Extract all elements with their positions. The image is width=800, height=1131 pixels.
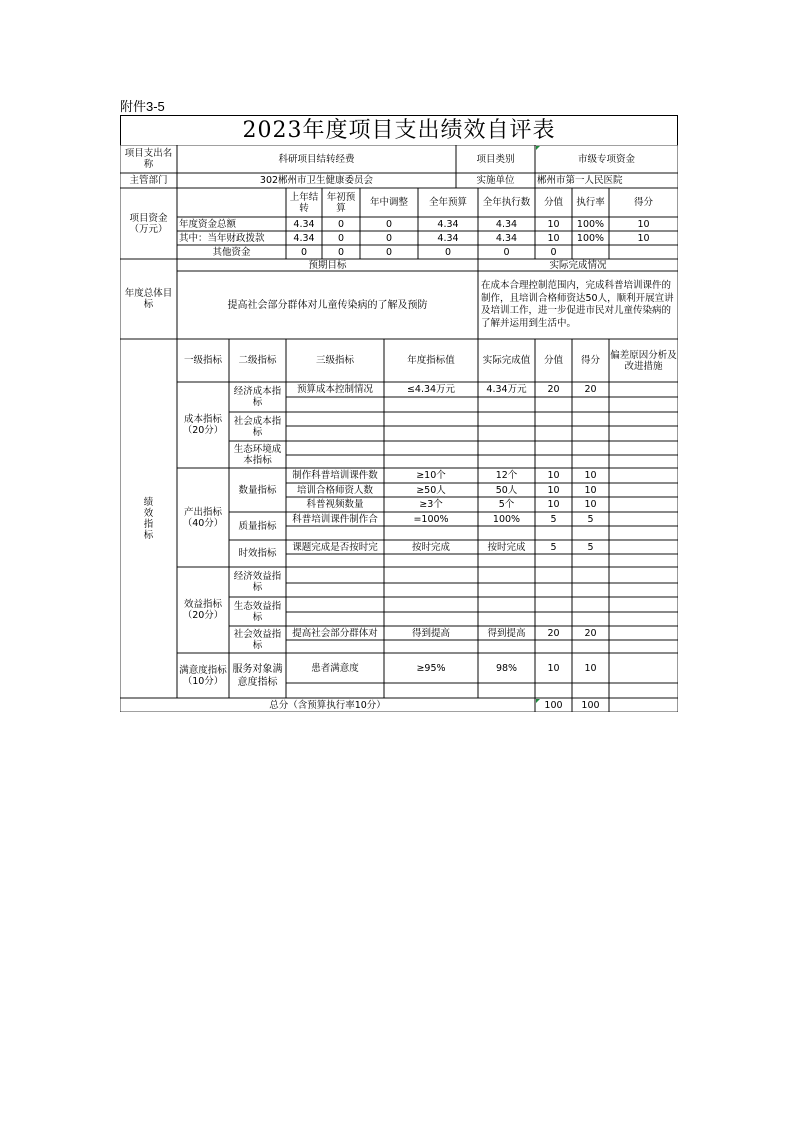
output-row-actual: 50人 [495, 484, 518, 496]
benefit-row-got [572, 640, 609, 653]
funds-cell: 100% [576, 232, 605, 244]
funds-header-6: 执行率 [576, 197, 605, 208]
funds-cell: 0 [503, 246, 510, 258]
output-row-got: 10 [584, 484, 597, 496]
cost-row-third [286, 455, 384, 468]
benefit-econ-label: 经济效益指标 [233, 571, 282, 593]
output-row-target: 按时完成 [411, 541, 450, 553]
total-blank [609, 698, 678, 712]
cost-row-score [535, 455, 572, 468]
benefit-row-target [384, 567, 478, 583]
cost-row-score [535, 441, 572, 455]
funds-row-name: 年度资金总额 [179, 218, 237, 230]
table-grid [120, 145, 678, 712]
funds-row-name: 其中：当年财政拨款 [179, 232, 265, 244]
output-row-reason [609, 468, 678, 483]
output-row-target: ≥50人 [416, 484, 446, 496]
cost-row-score [535, 397, 572, 412]
perf-header-3: 年度指标值 [407, 355, 455, 366]
benefit-row-reason [609, 597, 678, 612]
cost-row-got [572, 412, 609, 426]
benefit-row-third [286, 597, 384, 612]
funds-cell: 4.34 [293, 218, 315, 230]
cost-row-got: 20 [584, 384, 597, 395]
project-category-label: 项目类别 [476, 153, 515, 165]
satisfaction-row-target: ≥95% [416, 662, 446, 674]
benefit-row-score [535, 640, 572, 653]
goals-actual-label: 实际完成情况 [549, 259, 607, 271]
funds-cell: 4.34 [437, 232, 459, 244]
cost-row-got [572, 455, 609, 468]
funds-cell: 0 [337, 232, 345, 244]
benefit-row-got [572, 612, 609, 626]
output-row-actual: 5个 [498, 499, 515, 510]
funds-label: 项目资金（万元） [129, 212, 168, 235]
output-row-actual [478, 526, 535, 540]
output-row-score [535, 554, 572, 567]
benefit-row-actual [478, 597, 535, 612]
benefit-row-target [384, 612, 478, 626]
output-row-actual [478, 554, 535, 567]
funds-cell: 0 [385, 218, 393, 230]
output-row-got: 5 [587, 513, 594, 525]
output-row-third [286, 554, 384, 567]
perf-header-2: 三级指标 [315, 355, 354, 366]
benefit-row-actual [478, 612, 535, 626]
benefit-row-score [535, 597, 572, 612]
output-row-actual: 按时完成 [487, 541, 526, 553]
cost-row-got [572, 426, 609, 441]
funds-cell: 4.34 [437, 218, 459, 230]
benefit-row-actual [478, 583, 535, 597]
benefit-row-reason [609, 640, 678, 653]
funds-cell: 0 [385, 232, 393, 244]
satisfaction-row-reason [609, 653, 678, 683]
funds-cell: 4.34 [495, 218, 518, 230]
output-row-reason [609, 554, 678, 567]
cost-row-reason [609, 382, 678, 397]
funds-row-name: 其他资金 [212, 246, 251, 258]
output-time-label: 时效指标 [238, 548, 277, 559]
perf-header-4: 实际完成值 [482, 355, 531, 366]
cost-row-reason [609, 455, 678, 468]
funds-cell: 10 [637, 232, 650, 244]
satisfaction-row-got [572, 683, 609, 698]
benefit-row-target [384, 583, 478, 597]
output-row-reason [609, 497, 678, 512]
funds-header-blank [177, 188, 286, 217]
dept-name: 302郴州市卫生健康委员会 [259, 175, 374, 186]
benefit-eco-label: 生态效益指标 [233, 600, 282, 623]
cell-marker-icon [536, 699, 540, 703]
funds-cell: 0 [337, 218, 345, 230]
output-row-target: ≥10个 [416, 470, 446, 481]
cost-row-target [384, 397, 478, 412]
funds-cell: 4.34 [293, 232, 315, 244]
output-row-score [535, 526, 572, 540]
output-row-got: 10 [584, 499, 597, 510]
benefit-row-third: 提高社会部分群体对 [292, 627, 378, 639]
benefit-row-target: 得到提高 [411, 627, 450, 639]
satisfaction-row-score: 10 [547, 662, 560, 674]
perf-header-5: 分值 [543, 355, 563, 366]
benefit-row-got: 20 [584, 627, 597, 639]
funds-cell: 4.34 [495, 232, 518, 244]
benefit-row-third [286, 640, 384, 653]
performance-table [120, 115, 678, 712]
output-row-got: 5 [587, 541, 594, 553]
satisfaction-row-target [384, 683, 478, 698]
cost-econ-label: 经济成本指标 [233, 386, 282, 408]
output-row-got [572, 554, 609, 567]
cost-row-score [535, 412, 572, 426]
output-row-score: 5 [550, 513, 557, 525]
impl-label: 实施单位 [476, 175, 515, 186]
cost-row-actual: 4.34万元 [486, 384, 527, 395]
output-row-third: 科普培训课件制作合 [292, 513, 378, 525]
cost-row-reason [609, 412, 678, 426]
funds-cell: 0 [385, 246, 393, 258]
total-score: 100 [544, 699, 563, 711]
benefit-row-got [572, 597, 609, 612]
output-row-actual: 12个 [495, 470, 518, 481]
output-row-target [384, 526, 478, 540]
cost-row-target: ≤4.34万元 [406, 384, 456, 395]
output-row-score: 10 [547, 484, 560, 496]
output-row-target: ≥3个 [419, 499, 443, 510]
project-name: 科研项目结转经费 [278, 153, 355, 165]
funds-header-2: 年中调整 [369, 197, 408, 208]
funds-header-1: 年初预算 [326, 191, 356, 214]
funds-cell: 10 [547, 232, 560, 244]
benefit-row-score [535, 612, 572, 626]
cost-row-target [384, 426, 478, 441]
funds-cell [572, 245, 609, 259]
cost-row-reason [609, 441, 678, 455]
cell-marker-icon [536, 146, 540, 150]
satisfaction-sub-label: 服务对象满意度指标 [232, 663, 283, 688]
cost-row-third: 预算成本控制情况 [296, 384, 373, 395]
cost-social-label: 社会成本指标 [233, 415, 282, 438]
benefit-row-reason [609, 626, 678, 640]
cost-indicator-label: 成本指标（20分） [182, 414, 224, 436]
funds-cell: 0 [550, 246, 557, 258]
funds-header-7: 得分 [633, 197, 653, 208]
funds-cell: 10 [547, 218, 560, 230]
output-row-third: 科普视频数量 [306, 499, 364, 510]
funds-cell: 0 [444, 246, 452, 258]
benefit-row-third [286, 567, 384, 583]
goals-expected-label: 预期目标 [308, 259, 347, 271]
output-row-got [572, 526, 609, 540]
funds-cell: 0 [300, 246, 308, 258]
benefit-indicator-label: 效益指标（20分） [182, 599, 224, 621]
output-row-got: 10 [584, 470, 597, 481]
benefit-row-reason [609, 567, 678, 583]
output-qty-label: 数量指标 [238, 484, 277, 496]
funds-header-0: 上年结转 [289, 191, 319, 214]
cost-row-third [286, 426, 384, 441]
benefit-row-reason [609, 583, 678, 597]
output-indicator-label: 产出指标（40分） [182, 506, 224, 529]
perf-label: 绩效指标 [143, 496, 154, 541]
output-row-score: 10 [547, 499, 560, 510]
project-category: 市级专项资金 [577, 153, 635, 165]
output-row-reason [609, 512, 678, 526]
goals-expected-text: 提高社会部分群体对儿童传染病的了解及预防 [227, 299, 428, 311]
goals-label: 年度总体目标 [124, 288, 173, 310]
attachment-label: 附件3-5 [120, 99, 165, 114]
benefit-row-score [535, 583, 572, 597]
output-row-reason [609, 483, 678, 497]
benefit-row-target [384, 597, 478, 612]
output-row-third: 培训合格师资人数 [296, 484, 373, 496]
satisfaction-row-third: 患者满意度 [311, 662, 359, 674]
cost-row-actual [478, 412, 535, 426]
benefit-row-actual [478, 567, 535, 583]
total-got: 100 [581, 699, 600, 711]
page-title: 2023年度项目支出绩效自评表 [120, 115, 678, 145]
impl-name: 郴州市第一人民医院 [537, 175, 623, 186]
output-row-reason [609, 526, 678, 540]
benefit-row-reason [609, 612, 678, 626]
funds-cell: 100% [576, 218, 605, 230]
cost-row-score: 20 [547, 384, 560, 395]
cost-row-target [384, 441, 478, 455]
output-row-third [286, 526, 384, 540]
satisfaction-row-actual: 98% [495, 662, 518, 674]
satisfaction-row-reason [609, 683, 678, 698]
benefit-social-label: 社会效益指标 [233, 628, 282, 651]
cost-row-target [384, 455, 478, 468]
funds-cell [609, 245, 678, 259]
funds-header-5: 分值 [543, 197, 563, 208]
perf-header-1: 二级指标 [238, 355, 277, 366]
cost-row-target [384, 412, 478, 426]
cost-row-got [572, 441, 609, 455]
output-row-score: 10 [547, 470, 560, 481]
cost-row-reason [609, 397, 678, 412]
cost-eco-label: 生态环境成本指标 [233, 443, 282, 466]
output-row-target [384, 554, 478, 567]
benefit-row-actual: 得到提高 [487, 627, 526, 639]
benefit-row-score: 20 [547, 627, 560, 639]
funds-cell: 10 [637, 218, 650, 230]
funds-cell: 0 [337, 246, 345, 258]
cost-row-actual [478, 426, 535, 441]
goals-actual-text: 在成本合理控制范围内，完成科普培训课件的制作，且培训合格师资达50人，顺利开展宣讲及培训工作，进一步促进市民对儿童传染病的了解并运用到生活中。 [481, 280, 674, 329]
output-row-third: 课题完成是否按时完 [292, 541, 378, 553]
satisfaction-row-score [535, 683, 572, 698]
benefit-row-got [572, 583, 609, 597]
cost-row-reason [609, 426, 678, 441]
satisfaction-row-got: 10 [584, 662, 597, 674]
project-name-label: 项目支出名称 [124, 148, 173, 170]
cost-row-got [572, 397, 609, 412]
perf-header-0: 一级指标 [183, 355, 222, 366]
perf-header-7: 偏差原因分析及改进措施 [610, 349, 677, 372]
cost-row-third [286, 397, 384, 412]
satisfaction-row-actual [478, 683, 535, 698]
benefit-row-target [384, 640, 478, 653]
benefit-row-third [286, 612, 384, 626]
cost-row-actual [478, 455, 535, 468]
output-row-target: =100% [413, 513, 449, 525]
perf-header-6: 得分 [580, 355, 600, 366]
cost-row-score [535, 426, 572, 441]
benefit-row-got [572, 567, 609, 583]
dept-label: 主管部门 [129, 175, 168, 186]
cost-row-third [286, 441, 384, 455]
funds-header-3: 全年预算 [428, 197, 467, 208]
funds-header-4: 全年执行数 [482, 197, 531, 208]
benefit-row-actual [478, 640, 535, 653]
benefit-row-third [286, 583, 384, 597]
cost-row-actual [478, 441, 535, 455]
satisfaction-row-third [286, 683, 384, 698]
output-row-reason [609, 540, 678, 554]
output-row-actual: 100% [492, 513, 521, 525]
cost-row-actual [478, 397, 535, 412]
output-row-score: 5 [550, 541, 557, 553]
satisfaction-indicator-label: 满意度指标（10分） [179, 664, 227, 687]
total-label: 总分（含预算执行率10分） [269, 699, 386, 711]
output-row-third: 制作科普培训课件数 [292, 470, 378, 481]
output-quality-label: 质量指标 [238, 520, 277, 532]
benefit-row-score [535, 567, 572, 583]
cost-row-third [286, 412, 384, 426]
